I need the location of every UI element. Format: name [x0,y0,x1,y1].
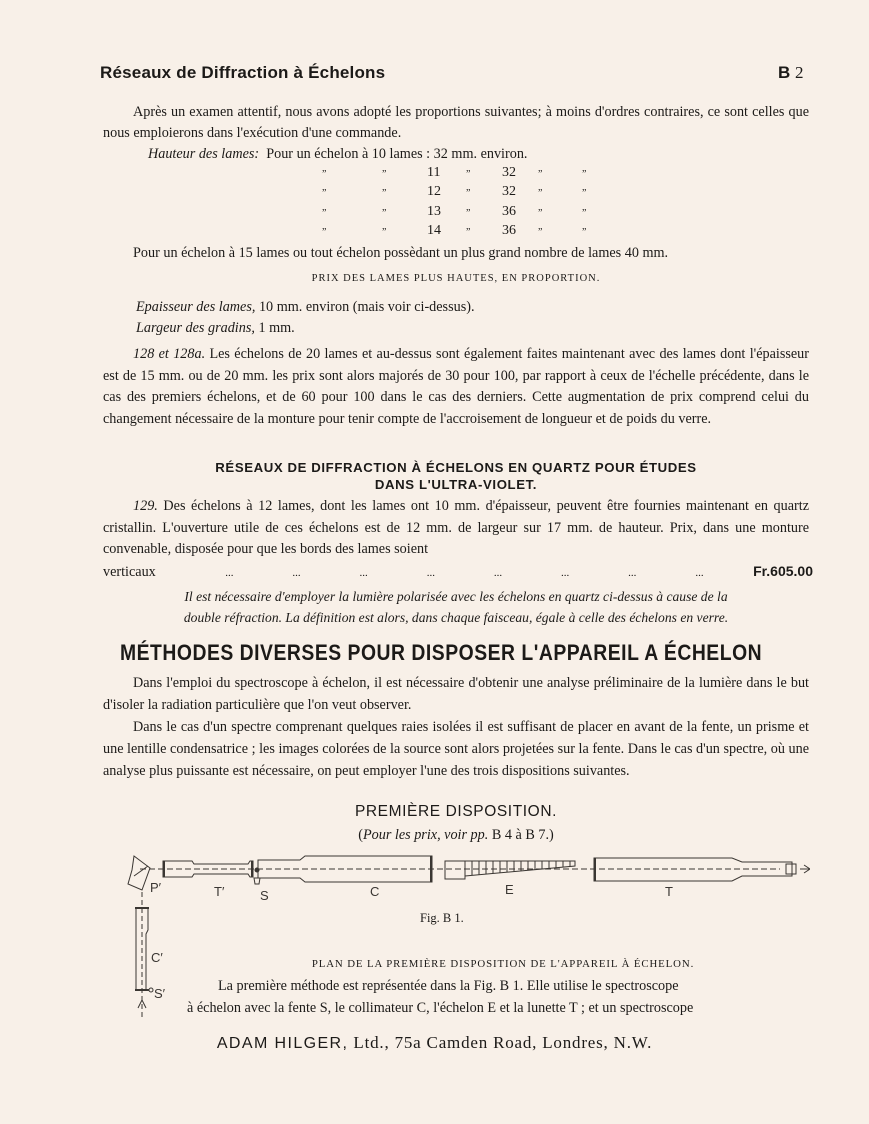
hauteur-table-row [300,165,630,184]
prism-p-prime-face [134,866,148,876]
hauteur-label: Hauteur des lames: [148,146,260,162]
ditto-mark: ” [466,226,471,238]
hauteur-table-row [300,223,630,242]
ditto-mark: ” [322,169,327,180]
footer-company: ADAM HILGER, [216,1035,349,1052]
item-128-number: 128 et 128a. [133,346,206,362]
methods-paragraph-1: Dans l'emploi du spectroscope à échelon, il est nécessaire d'obtenir une analyse préliminaire de la lumière dans le but d'isoler la radiation particulière que l'on veut observer. [103,675,809,713]
largeur-value: 1 mm. [254,320,295,336]
quartz-heading-line2: DANS L'ULTRA-VIOLET. [374,477,538,492]
ditto-mark: ” [322,188,327,200]
ditto-mark: ” [538,169,543,180]
page-header-title: Réseaux de Diffraction à Échelons [100,63,386,82]
footer-address: Ltd., 75a Camden Road, Londres, N.W. [348,1033,653,1052]
ditto-mark: ” [322,207,327,219]
hauteur-table-row [300,184,630,203]
quartz-note [103,586,809,628]
leader-dots [156,563,753,584]
quartz-heading-line1: RÉSEAUX DE DIFFRACTION À ÉCHELONS EN QUARTZ POUR ÉTUDES [215,460,697,475]
epaisseur-line [136,297,475,318]
telescope-arrow [800,865,810,873]
height-mm: 36 [502,222,516,238]
prix-note: PRIX DES LAMES PLUS HAUTES, EN PROPORTION. [311,273,601,284]
slit-s-prime-point [149,988,153,992]
hauteur-line [148,144,527,165]
ditto-mark: ” [466,169,471,180]
item-129-price-line [103,561,813,584]
ditto-mark: ” [382,169,387,180]
ditto-mark: ” [382,226,387,238]
ditto-mark: ” [382,207,387,219]
quartz-note-line2: double réfraction. La définition est alors, dans chaque faisceau, égale à celle des échelons en verre. [183,610,729,625]
ditto-mark: ” [466,188,471,200]
final-paragraph-line2: à échelon avec la fente S, le collimateur C, l'échelon E et la lunette T ; et un spectroscope [187,1000,694,1016]
figure-caption: Fig. B 1. [420,911,464,925]
ditto-mark: ” [582,188,587,200]
item-129-text: Des échelons à 12 lames, dont les lames ont 10 mm. d'épaisseur, peuvent être fournies maintenant en quartz cristallin. L'ouverture utile de ces échelons est de 12 mm. de largeur sur 17 mm. de hauteur. Prix, dans une monture convenable, disposée pour que les bords des lames soient [103,498,809,557]
telescope-eyepiece [786,864,796,874]
item-129-last-word: verticaux [103,564,156,580]
intro-paragraph: Après un examen attentif, nous avons adopté les proportions suivantes; à moins d'ordres contraires, ce sont celles que nous emploierons dans l'exécution d'une commande. [103,104,809,141]
page-letter: B [778,63,791,82]
largeur-line [136,318,295,339]
epaisseur-label: Epaisseur des lames, [136,299,256,315]
lames-count: 13 [427,203,441,219]
hauteur-table-row [300,204,630,223]
ditto-mark: ” [582,169,587,180]
label-telescope-small: T′ [214,884,225,899]
quartz-note-line1: Il est nécessaire d'employer la lumière polarisée avec les échelons en quartz ci-dessus à cause de la [184,589,728,604]
leader-dot-group: ... [493,567,503,579]
height-mm: 36 [502,203,516,219]
ditto-mark: ” [538,207,543,219]
ditto-mark: ” [466,207,471,219]
item-129-paragraph [103,496,809,561]
leader-dot-group: ... [225,567,234,579]
leader-dot-group: ... [359,567,368,579]
lames-count: 12 [427,184,441,200]
ditto-mark: ” [538,188,543,200]
label-echelon: E [505,882,514,897]
leader-dot-group: ... [628,567,637,579]
label-collimator: C [370,884,380,899]
premiere-subtitle-refs: B 4 à B 7. [488,827,549,843]
label-slit: S [260,888,269,903]
lames-count: 14 [427,222,441,238]
premiere-disposition-subtitle: (Pour les prix, voir pp. B 4 à B 7.) [358,827,554,843]
figure-plan-title: PLAN DE LA PREMIÈRE DISPOSITION DE L'APPAREIL À ÉCHELON. [311,958,695,970]
item-129-price: Fr.605.00 [753,563,813,579]
hauteur-first-line: Pour un échelon à 10 lames : 32 mm. environ. [266,146,528,162]
premiere-disposition-heading: PREMIÈRE DISPOSITION. [354,803,558,820]
quartz-section-heading [103,459,809,493]
final-paragraph-line1: La première méthode est représentée dans la Fig. B 1. Elle utilise le spectroscope [218,978,679,994]
ditto-mark: ” [582,226,587,238]
page-number-digit: 2 [795,63,804,82]
premiere-subtitle-italic: Pour les prix, voir pp. [362,827,489,843]
ditto-mark: ” [538,226,543,238]
largeur-label: Largeur des gradins, [136,320,255,336]
item-128-paragraph [103,344,809,430]
label-collimator-small: C′ [151,950,163,965]
ditto-mark: ” [322,226,327,238]
ditto-mark: ” [582,207,587,219]
leader-dot-group: ... [695,567,704,579]
hauteur-last-line: Pour un échelon à 15 lames ou tout échelon possèdant un plus grand nombre de lames 40 mm. [133,245,669,261]
height-mm: 32 [502,184,516,200]
leader-dot-group: ... [292,567,301,579]
figure-b1-diagram [120,848,810,1023]
item-128-text: Les échelons de 20 lames et au-dessus sont également faites maintenant avec des lames dont l'épaisseur est de 15 mm. ou de 20 mm. les prix sont alors majorés de 30 pour 100, par rapport à ceux de l'échelle précédente, dans le cas des premiers échelons, et de 60 pour 100 dans le cas des derniers. Cette augmentation de prix comprend celui du changement nécessaire de la monture pour tenir compte de l'accroisement de longueur et de poids du verre. [103,346,809,427]
leader-dot-group: ... [561,567,570,579]
item-129-number: 129. [133,498,158,514]
methods-paragraph-2: Dans le cas d'un spectre comprenant quelques raies isolées il est suffisant de placer en avant de la fente, un prisme et une lentille condensatrice ; les images colorées de la source sont alors projetées sur la fente. Dans le cas d'un spectre, où une analyse plus puissante est nécessaire, on peut employer l'une des trois dispositions suivantes. [103,719,809,779]
ditto-mark: ” [382,188,387,200]
page-number [778,63,804,83]
leader-dot-group: ... [426,567,435,579]
epaisseur-value: 10 mm. environ (mais voir ci-dessus). [255,299,475,315]
methods-heading: MÉTHODES DIVERSES POUR DISPOSER L'APPAREIL A ÉCHELON [120,640,763,665]
label-telescope: T [665,884,673,899]
lames-count: 11 [427,165,441,180]
slit-s-mount [254,878,260,884]
label-slit-small: S′ [154,986,166,1001]
label-prism: P′ [150,880,162,895]
echelon-mount [445,861,465,879]
page-footer [0,1033,869,1053]
height-mm: 32 [502,165,516,180]
